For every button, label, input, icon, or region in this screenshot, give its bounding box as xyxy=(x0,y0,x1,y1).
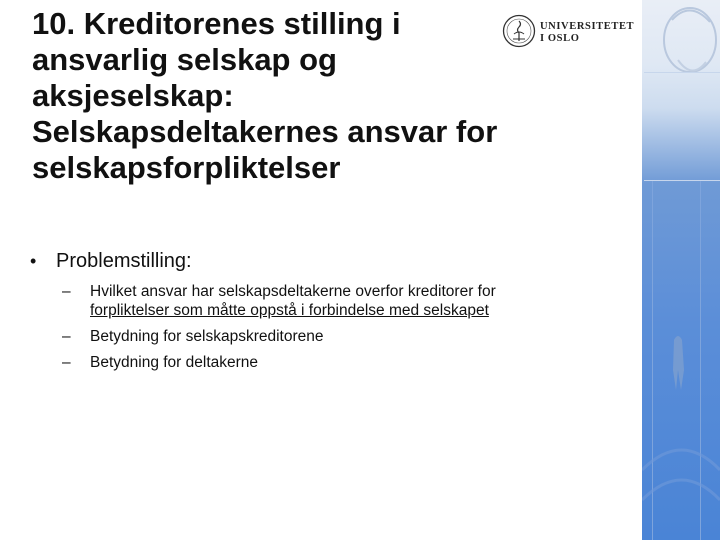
title-line: ansvarlig selskap og xyxy=(32,42,337,77)
bullet-icon: • xyxy=(30,251,37,271)
logo-text-line2: I OSLO xyxy=(540,33,580,44)
logo-text-line1: UNIVERSITETET xyxy=(540,21,635,32)
title-line: 10. Kreditorenes stilling i xyxy=(32,6,401,41)
title-line: Selskapsdeltakernes ansvar for xyxy=(32,114,498,149)
decorative-side-panel xyxy=(642,0,720,540)
decorative-rule xyxy=(644,72,720,73)
sub-bullet-text: Hvilket ansvar har selskapsdeltakerne overfor kreditorer for xyxy=(90,283,496,300)
sub-bullet-text: Betydning for selskapskreditorene xyxy=(90,328,324,345)
decorative-statue-graphic xyxy=(642,0,720,540)
bullet-item xyxy=(30,250,192,273)
sub-bullet-item xyxy=(62,327,582,346)
title-line: selskapsforpliktelser xyxy=(32,150,341,185)
dash-icon: – xyxy=(62,354,71,371)
sub-bullet-item xyxy=(62,282,582,320)
slide-title xyxy=(32,6,592,186)
sub-bullet-text-continued: forpliktelser som måtte oppstå i forbindelse med selskapet xyxy=(90,302,489,319)
sub-bullet-item xyxy=(62,353,582,372)
sub-bullet-text: Betydning for deltakerne xyxy=(90,354,259,371)
dash-icon: – xyxy=(62,328,71,345)
title-line: aksjeselskap: xyxy=(32,78,234,113)
bullet-label: Problemstilling: xyxy=(56,250,192,272)
dash-icon: – xyxy=(62,283,71,300)
decorative-rule xyxy=(644,180,720,181)
sub-bullet-list xyxy=(62,282,582,379)
